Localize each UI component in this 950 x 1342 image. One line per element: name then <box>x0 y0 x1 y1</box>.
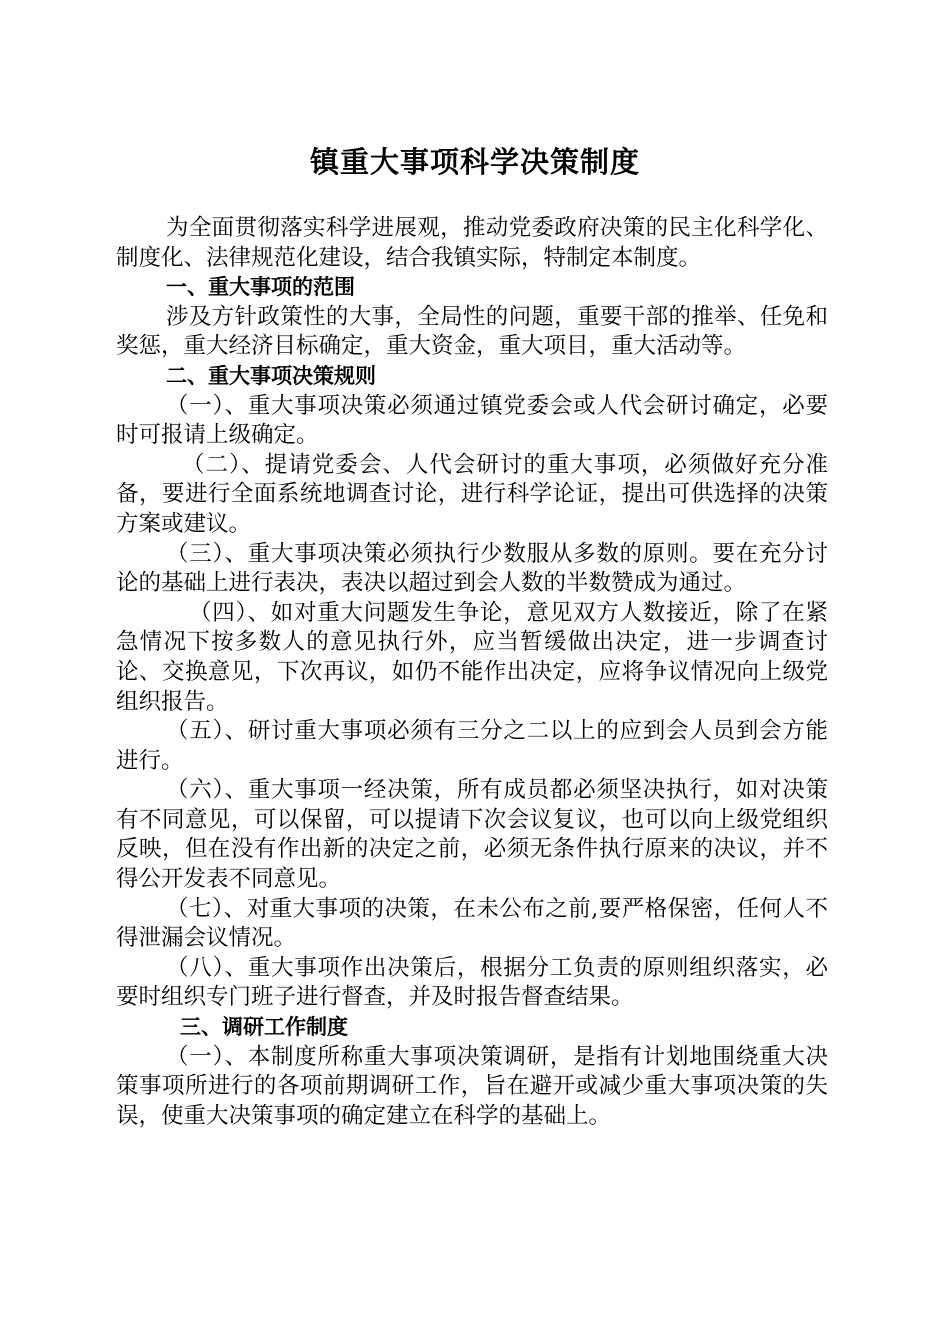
rule-1-paragraph: （一）、重大事项决策必须通过镇党委会或人代会研讨确定，必要时可报请上级确定。 <box>116 392 828 449</box>
rule-3-paragraph: （三）、重大事项决策必须执行少数服从多数的原则。要在充分讨论的基础上进行表决，表决以超过到会人数的半数赞成为通过。 <box>116 540 828 597</box>
section-heading-research: 三、调研工作制度 <box>180 1015 348 1040</box>
rule-6-paragraph: （六）、重大事项一经决策，所有成员都必须坚决执行，如对决策有不同意见，可以保留，可以提请下次会议复议，也可以向上级党组织反映，但在没有作出新的决定之前，必须无条件执行原来的决议，并不得公开发表不同意见。 <box>116 777 828 893</box>
rule-8-paragraph: （八）、重大事项作出决策后，根据分工负责的原则组织落实，必要时组织专门班子进行督查，并及时报告督查结果。 <box>116 954 828 1011</box>
document-title: 镇重大事项科学决策制度 <box>309 145 640 179</box>
rule-4-paragraph: （四）、如对重大问题发生争论，意见双方人数接近，除了在紧急情况下按多数人的意见执行外，应当暂缓做出决定，进一步调查讨论、交换意见，下次再议，如仍不能作出决定，应将争议情况向上级党组织报告。 <box>116 599 828 715</box>
research-1-paragraph: （一）、本制度所称重大事项决策调研，是指有计划地围绕重大决策事项所进行的各项前期调研工作，旨在避开或减少重大事项决策的失误，使重大决策事项的确定建立在科学的基础上。 <box>116 1043 828 1129</box>
rule-5-paragraph: （五）、研讨重大事项必须有三分之二以上的应到会人员到会方能进行。 <box>116 718 828 774</box>
document-body <box>116 214 828 1131</box>
rule-2-paragraph: （二）、提请党委会、人代会研讨的重大事项，必须做好充分准备，要进行全面系统地调查讨论，进行科学论证，提出可供选择的决策方案或建议。 <box>116 451 828 537</box>
section-heading-rules: 二、重大事项决策规则 <box>166 363 376 388</box>
intro-paragraph: 为全面贯彻落实科学进展观，推动党委政府决策的民主化科学化、制度化、法律规范化建设，结合我镇实际，特制定本制度。 <box>116 215 828 271</box>
rule-7-paragraph: （七）、对重大事项的决策，在未公布之前,要严格保密，任何人不得泄漏会议情况。 <box>116 895 828 952</box>
section-heading-scope: 一、重大事项的范围 <box>166 275 355 300</box>
scope-paragraph: 涉及方针政策性的大事，全局性的问题，重要干部的推举、任免和奖惩，重大经济目标确定，重大资金，重大项目，重大活动等。 <box>116 303 828 360</box>
